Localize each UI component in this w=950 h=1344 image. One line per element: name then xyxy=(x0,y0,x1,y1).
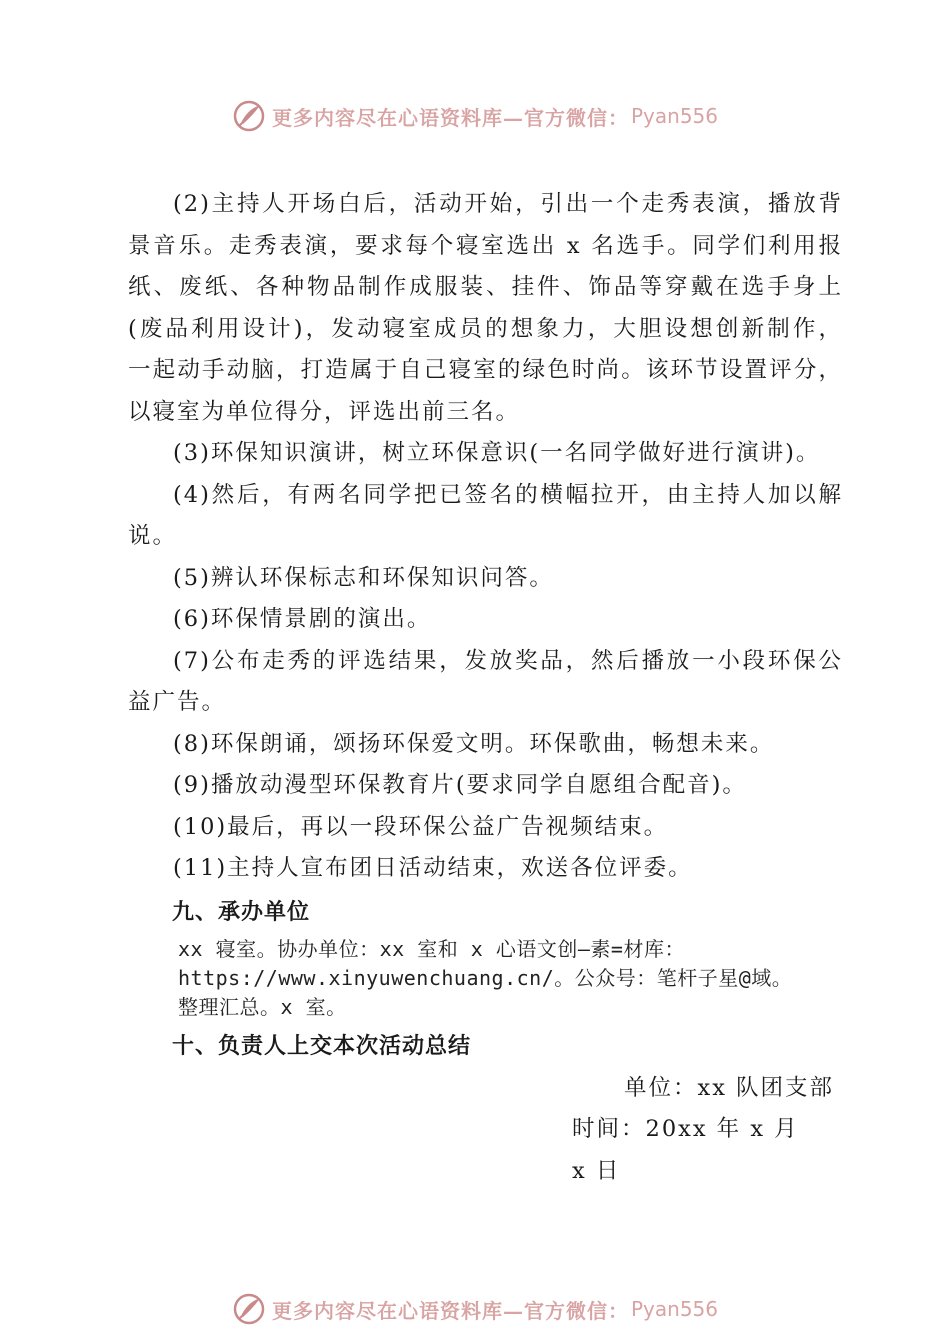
section-9-line-1: xx 寝室。协办单位：xx 室和 x 心语文创—素=材库： xyxy=(178,937,685,961)
footer-banner xyxy=(0,1287,950,1331)
section-9-heading: 九、承办单位 xyxy=(172,899,311,925)
paragraph-item-8: (8)环保朗诵，颂扬环保爱文明。环保歌曲，畅想未来。 xyxy=(173,730,775,757)
section-9-body xyxy=(178,935,843,1022)
paragraph-item-11: (11)主持人宣布团日活动结束，欢送各位评委。 xyxy=(173,855,693,881)
paragraph-item-10: (10)最后，再以一段环保公益广告视频结束。 xyxy=(173,813,669,840)
document-body xyxy=(128,184,843,1192)
section-9-line-2: https://www.xinyuwenchuang.cn/。公众号：笔杆子星@域。 xyxy=(178,966,793,990)
banner-text: 更多内容尽在心语资料库—官方微信： xyxy=(271,105,629,130)
paragraph-item-4: (4)然后，有两名同学把已签名的横幅拉开，由主持人加以解说。 xyxy=(128,481,843,549)
paragraph-item-6: (6)环保情景剧的演出。 xyxy=(173,606,432,632)
header-banner xyxy=(0,94,950,138)
paragraph-item-3: (3)环保知识演讲，树立环保意识(一名同学做好进行演讲)。 xyxy=(173,440,821,466)
paragraph-item-7: (7)公布走秀的评选结果，发放奖品，然后播放一小段环保公益广告。 xyxy=(128,647,843,715)
banner-wechat-id: Pyan556 xyxy=(630,104,718,128)
banner-wechat-id: Pyan556 xyxy=(630,1297,718,1321)
paragraph-item-2: (2)主持人开场白后，活动开始，引出一个走秀表演，播放背景音乐。走秀表演，要求每个寝室选出 x 名选手。同学们利用报纸、废纸、各种物品制作成服装、挂件、饰品等穿戴在选手身上 (废品利用设计)，发动寝室成员的想象力，大胆设想创新制作， 一起动手动脑，打造属于自己寝室的绿色时尚。该环节设置评分， 以寝室为单位得分，评选出前三名。 xyxy=(128,191,843,425)
signature-unit: 单位：xx 队团支部 xyxy=(624,1074,835,1101)
section-10-heading: 十、负责人上交本次活动总结 xyxy=(172,1034,472,1059)
paragraph-item-9: (9)播放动漫型环保教育片(要求同学自愿组合配音)。 xyxy=(173,772,747,798)
section-9-line-3: 整理汇总。x 室。 xyxy=(178,995,347,1019)
quill-pen-logo-icon xyxy=(232,99,266,133)
signature-time: 时间：20xx 年 x 月 x 日 xyxy=(572,1116,799,1184)
banner-text: 更多内容尽在心语资料库—官方微信： xyxy=(271,1298,629,1323)
paragraph-item-5: (5)辨认环保标志和环保知识问答。 xyxy=(173,564,554,591)
quill-pen-logo-icon xyxy=(232,1292,266,1326)
